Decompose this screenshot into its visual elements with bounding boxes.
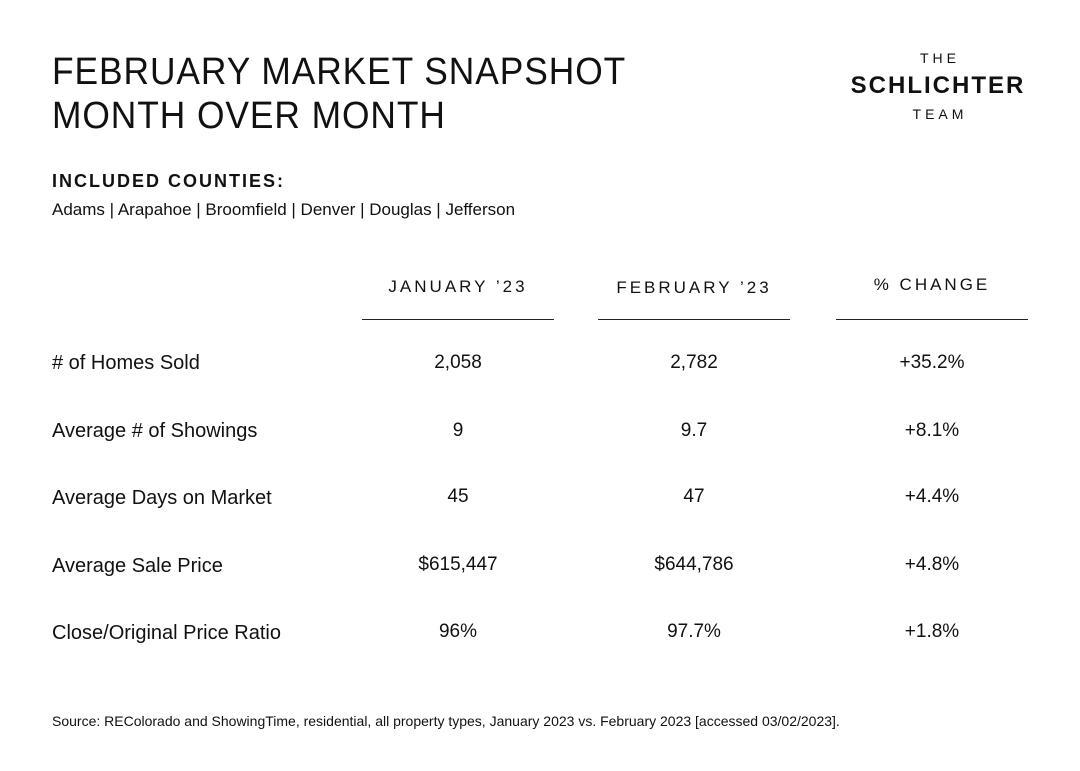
column-header-change: % CHANGE [873,275,991,294]
column-rule-february [598,319,790,320]
cell-days-on-market-february: 47 [683,486,705,507]
counties-heading: INCLUDED COUNTIES: [52,171,285,191]
cell-showings-change: +8.1% [904,420,960,441]
cell-sale-price-february: $644,786 [654,554,734,575]
title-line-2: MONTH OVER MONTH [52,95,446,137]
logo-line-main: SCHLICHTER [850,72,1026,99]
cell-days-on-market-change: +4.4% [904,486,960,507]
row-label-homes-sold: # of Homes Sold [52,352,200,374]
cell-price-ratio-january: 96% [438,621,478,642]
cell-sale-price-change: +4.8% [904,554,960,575]
cell-price-ratio-change: +1.8% [904,621,960,642]
row-label-showings: Average # of Showings [52,420,258,442]
title-line-1: FEBRUARY MARKET SNAPSHOT [52,51,627,93]
cell-homes-sold-change: +35.2% [899,352,965,373]
logo-line-top: THE [920,50,960,66]
row-label-sale-price: Average Sale Price [52,555,223,577]
counties-list: Adams | Arapahoe | Broomfield | Denver | Douglas | Jefferson [52,200,516,219]
brand-logo [838,48,1038,124]
column-header-january: JANUARY ’23 [388,277,528,296]
cell-sale-price-january: $615,447 [418,554,498,575]
cell-homes-sold-january: 2,058 [434,352,482,373]
cell-homes-sold-february: 2,782 [670,352,718,373]
cell-showings-february: 9.7 [680,420,708,441]
cell-price-ratio-february: 97.7% [667,621,721,642]
logo-line-bottom: TEAM [912,106,968,122]
column-rule-change [836,319,1028,320]
row-label-price-ratio: Close/Original Price Ratio [52,622,281,644]
cell-showings-january: 9 [452,420,464,441]
row-label-days-on-market: Average Days on Market [52,487,272,509]
column-header-february: FEBRUARY ’23 [616,278,772,297]
cell-days-on-market-january: 45 [447,486,469,507]
source-note: Source: REColorado and ShowingTime, residential, all property types, January 2023 vs. February 2023 [accessed 03/02/2023]. [52,713,840,729]
column-rule-january [362,319,554,320]
page-title [52,50,626,138]
